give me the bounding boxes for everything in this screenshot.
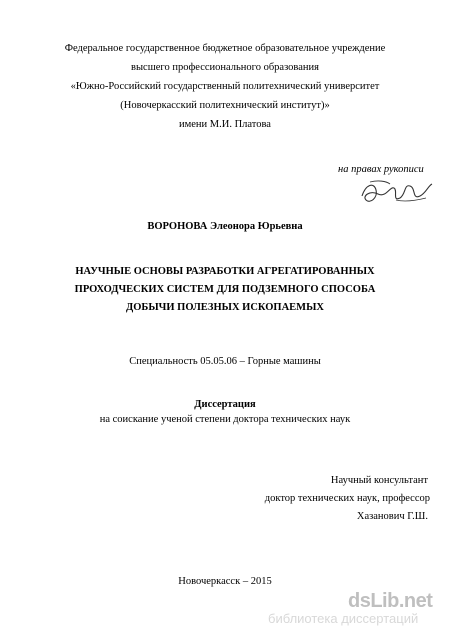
document-type: Диссертация [194, 399, 256, 410]
advisor-name: Хазанович Г.Ш. [356, 511, 428, 522]
watermark-brand: dsLib.net [348, 590, 433, 612]
institution-line-1: Федеральное государственное бюджетное образовательное учреждение [64, 43, 386, 54]
advisor-degree: доктор технических наук, профессор [264, 493, 430, 504]
watermark-subtitle: библиотека диссертаций [268, 611, 419, 626]
specialty: Специальность 05.05.06 – Горные машины [129, 356, 321, 367]
institution-line-5: имени М.И. Платова [179, 119, 271, 130]
degree-line: на соискание ученой степени доктора технических наук [99, 414, 351, 425]
institution-line-2: высшего профессионального образования [131, 62, 319, 73]
city-year: Новочеркасск – 2015 [178, 576, 272, 587]
dissertation-title-line-2: ПРОХОДЧЕСКИХ СИСТЕМ ДЛЯ ПОДЗЕМНОГО СПОСОБА [74, 284, 376, 295]
dissertation-title-line-3: ДОБЫЧИ ПОЛЕЗНЫХ ИСКОПАЕМЫХ [126, 302, 324, 313]
signature-image [356, 176, 436, 213]
author-name: ВОРОНОВА Элеонора Юрьевна [147, 221, 303, 232]
manuscript-note: на правах рукописи [338, 164, 424, 175]
institution-line-3: «Южно-Российский государственный политехнический университет [70, 81, 380, 92]
dissertation-title-line-1: НАУЧНЫЕ ОСНОВЫ РАЗРАБОТКИ АГРЕГАТИРОВАННЫХ [75, 266, 375, 277]
advisor-role: Научный консультант [330, 475, 428, 486]
institution-line-4: (Новочеркасский политехнический институт)» [120, 100, 330, 111]
